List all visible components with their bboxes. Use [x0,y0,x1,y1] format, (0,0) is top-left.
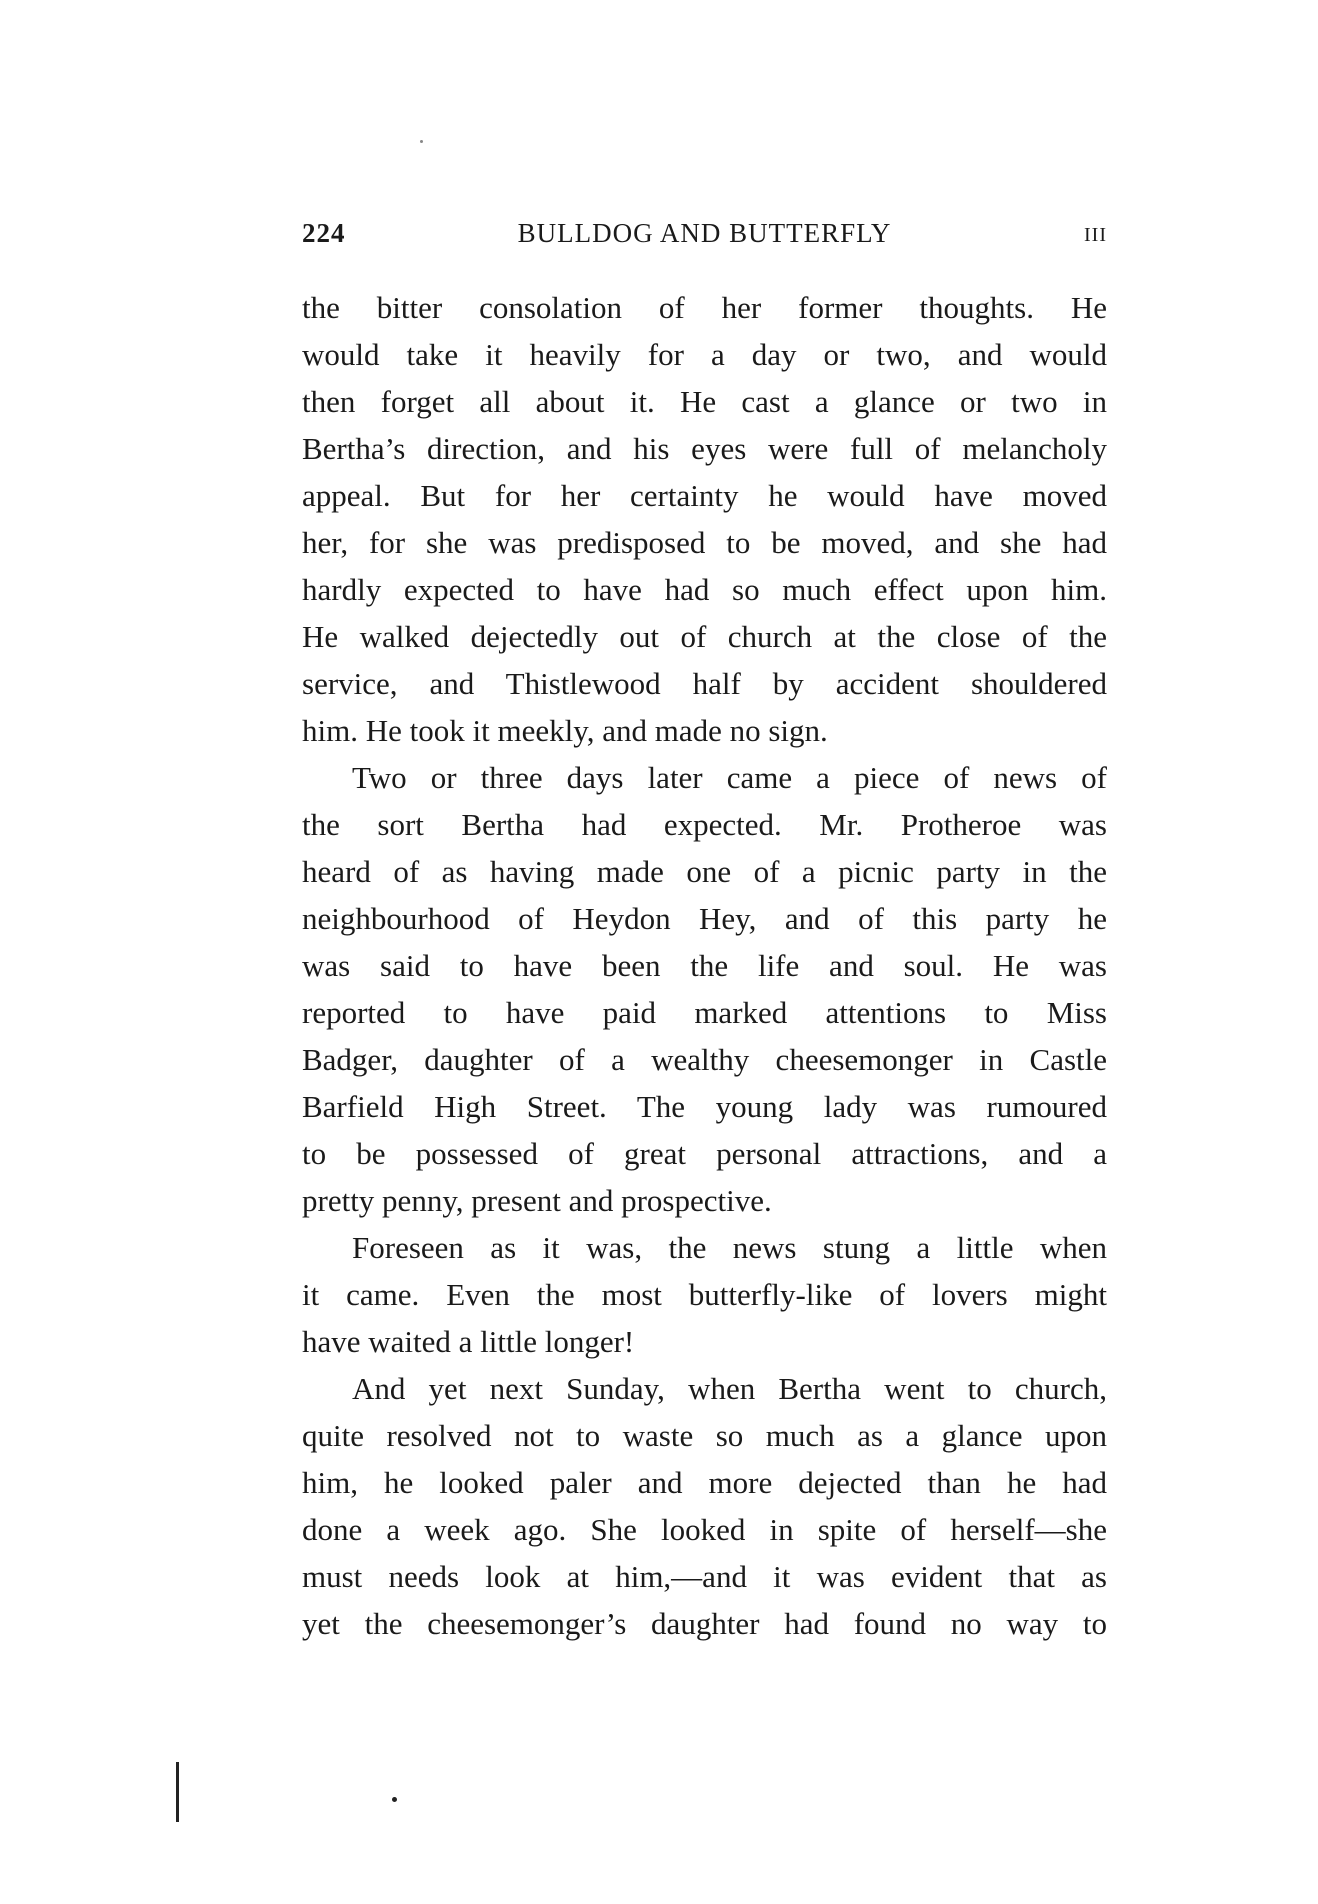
text-line: service, and Thistlewood half by accident shouldered [302,666,1107,701]
text-line: Badger, daughter of a wealthy cheesemonger in Castle [302,1042,1107,1077]
text-line: Bertha’s direction, and his eyes were full of melancholy [302,431,1107,466]
text-line: appeal. But for her certainty he would have moved [302,478,1107,513]
text-line: have waited a little longer! [302,1324,635,1359]
running-title: BULLDOG AND BUTTERFLY [517,218,892,248]
text-line: heard of as having made one of a picnic party in the [302,854,1107,889]
text-line: must needs look at him,—and it was evident that as [302,1559,1107,1594]
body-text [302,284,1107,1647]
text-line: him. He took it meekly, and made no sign. [302,713,828,748]
paragraph-1 [302,284,1107,754]
margin-mark [176,1762,179,1822]
page-number: 224 [302,218,346,248]
text-line: the sort Bertha had expected. Mr. Protheroe was [302,807,1107,842]
text-line: neighbourhood of Heydon Hey, and of this party he [302,901,1107,936]
text-line: it came. Even the most butterfly-like of lovers might [302,1277,1107,1312]
text-line: He walked dejectedly out of church at the close of the [302,619,1107,654]
text-line: And yet next Sunday, when Bertha went to church, [352,1371,1107,1406]
page-header [302,218,1107,258]
text-line: Barfield High Street. The young lady was rumoured [302,1089,1107,1124]
ink-speck [420,140,423,143]
text-line: to be possessed of great personal attractions, and a [302,1136,1107,1171]
text-line: done a week ago. She looked in spite of herself—she [302,1512,1107,1547]
text-line: quite resolved not to waste so much as a glance upon [302,1418,1107,1453]
text-line: her, for she was predisposed to be moved, and she had [302,525,1107,560]
paragraph-4 [302,1365,1107,1647]
paragraph-3 [302,1224,1107,1365]
text-line: was said to have been the life and soul. He was [302,948,1107,983]
text-line: hardly expected to have had so much effect upon him. [302,572,1107,607]
text-line: reported to have paid marked attentions to Miss [302,995,1107,1030]
text-line: him, he looked paler and more dejected than he had [302,1465,1107,1500]
ink-dot [392,1797,397,1802]
text-line: then forget all about it. He cast a glance or two in [302,384,1107,419]
text-line: would take it heavily for a day or two, and would [302,337,1107,372]
chapter-number: III [1084,224,1107,246]
text-line: pretty penny, present and prospective. [302,1183,772,1218]
text-line: yet the cheesemonger’s daughter had found no way to [302,1606,1107,1641]
paragraph-2 [302,754,1107,1224]
text-line: Two or three days later came a piece of news of [352,760,1107,795]
text-line: the bitter consolation of her former thoughts. He [302,290,1107,325]
text-line: Foreseen as it was, the news stung a little when [352,1230,1107,1265]
